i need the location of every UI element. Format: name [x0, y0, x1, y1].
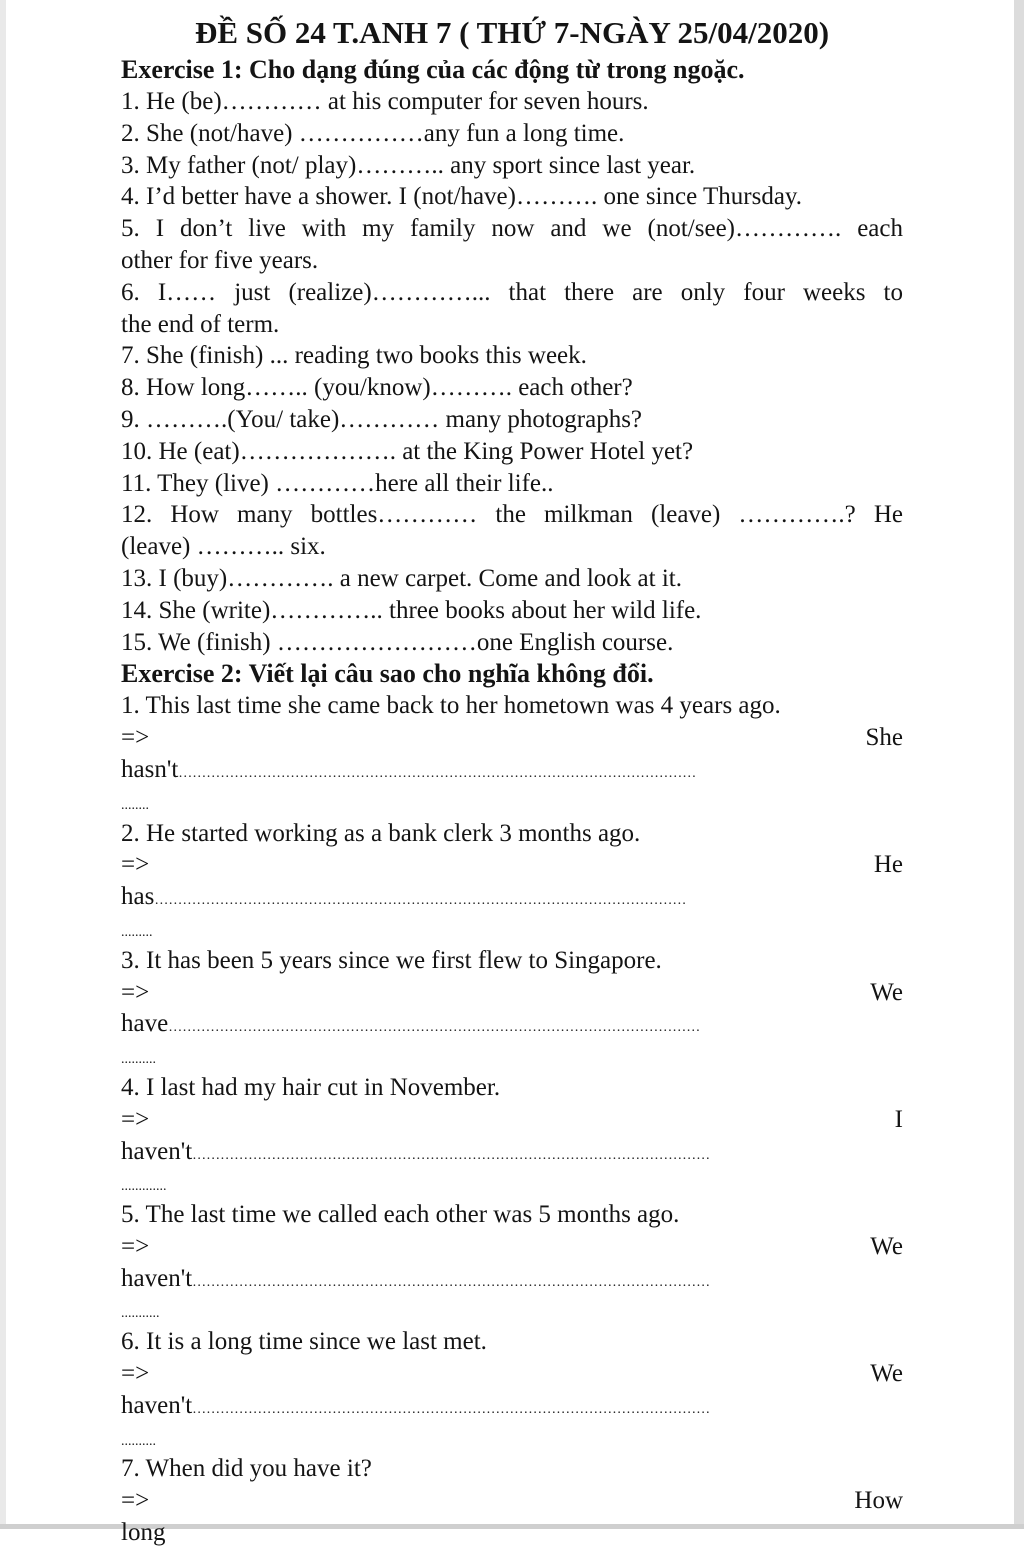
answer-blank-line — [121, 754, 903, 786]
ex1-item: 11. They (live) …………here all their life.. — [121, 469, 554, 497]
answer-blank-tail — [121, 1294, 903, 1326]
ex2-answer-row — [121, 849, 903, 881]
answer-blank-line — [121, 1263, 903, 1295]
answer-subject: How — [854, 1487, 903, 1515]
worksheet-content — [121, 12, 903, 1549]
answer-start: hasn't — [121, 755, 179, 783]
answer-dots: ………………………………………………………………………………………………… — [192, 1401, 711, 1417]
ex1-item: 9. ……….(You/ take)………… many photographs? — [121, 405, 643, 433]
answer-dots: ………………………………………………………………………………………………… — [192, 1274, 711, 1290]
answer-start: haven't — [121, 1264, 193, 1292]
answer-blank-line — [121, 1390, 903, 1422]
ex1-item-continued: (leave) ……….. six. — [121, 533, 326, 561]
ex1-item: 7. She (finish) ... reading two books this week. — [121, 342, 587, 370]
ex1-item: 10. He (eat)………………. at the King Power Hotel yet? — [121, 437, 694, 465]
exercise-1-heading: Exercise 1: Cho dạng đúng của các động từ trong ngoặc. — [121, 55, 745, 84]
answer-start: have — [121, 1010, 169, 1038]
answer-start: haven't — [121, 1137, 193, 1165]
arrow-marker: => — [121, 1360, 150, 1388]
ex2-sentence: 1. This last time she came back to her hometown was 4 years ago. — [121, 692, 781, 720]
answer-subject: He — [873, 851, 903, 879]
ex2-answer-row — [121, 722, 903, 754]
ex1-item: 14. She (write)………….. three books about her wild life. — [121, 596, 702, 624]
answer-blank-line — [121, 881, 903, 913]
ex2-sentence: 4. I last had my hair cut in November. — [121, 1073, 501, 1101]
answer-dots: ………………………………………………………………………………………………… — [192, 1147, 711, 1163]
answer-subject: I — [894, 1105, 903, 1133]
answer-tail-dots: ........ — [121, 797, 149, 813]
ex1-item: 2. She (not/have) ……………any fun a long time. — [121, 119, 625, 147]
answer-dots: ………………………………………………………………………………………………… — [178, 765, 697, 781]
ex2-sentence: 2. He started working as a bank clerk 3 months ago. — [121, 819, 641, 847]
ex1-item: 4. I’d better have a shower. I (not/have)………. one since Thursday. — [121, 183, 803, 211]
ex1-item: 12. How many bottles………… the milkman (leave) ………….? He — [121, 501, 903, 529]
answer-dots: …………………………………………………………………………………………………… — [168, 1020, 701, 1036]
exercise-2-heading: Exercise 2: Viết lại câu sao cho nghĩa không đổi. — [121, 659, 654, 689]
arrow-marker: => — [121, 978, 150, 1006]
answer-subject: We — [870, 1360, 903, 1388]
worksheet-title: ĐỀ SỐ 24 T.ANH 7 ( THỨ 7-NGÀY 25/04/2020) — [194, 15, 830, 50]
answer-blank-tail — [121, 1040, 903, 1072]
ex2-answer-row — [121, 1104, 903, 1136]
answer-tail-dots: ........... — [121, 1306, 160, 1322]
page-right-edge — [1014, 0, 1024, 1529]
arrow-marker: => — [121, 1232, 150, 1260]
ex2-sentence: 6. It is a long time since we last met. — [121, 1328, 487, 1356]
arrow-marker: => — [121, 1487, 150, 1515]
answer-tail-dots: .......... — [121, 1052, 156, 1068]
ex2-sentence: 3. It has been 5 years since we first flew to Singapore. — [121, 946, 662, 974]
answer-blank-tail — [121, 1422, 903, 1454]
answer-subject: We — [870, 978, 903, 1006]
ex1-item: 8. How long…….. (you/know)………. each other? — [121, 374, 633, 402]
answer-blank-tail — [121, 913, 903, 945]
ex1-item-continued: the end of term. — [121, 310, 280, 338]
answer-blank-line — [121, 1008, 903, 1040]
answer-start: haven't — [121, 1391, 193, 1419]
ex1-item-continued: other for five years. — [121, 246, 319, 274]
answer-start: has — [121, 883, 155, 911]
ex1-item: 13. I (buy)…………. a new carpet. Come and look at it. — [121, 564, 682, 592]
answer-blank-tail — [121, 786, 903, 818]
answer-blank-line — [121, 1517, 903, 1549]
ex1-item: 3. My father (not/ play)……….. any sport since last year. — [121, 151, 696, 179]
answer-tail-dots: ............. — [121, 1179, 167, 1195]
arrow-marker: => — [121, 851, 150, 879]
answer-blank-tail — [121, 1167, 903, 1199]
answer-blank-line — [121, 1136, 903, 1168]
ex2-answer-row — [121, 1485, 903, 1517]
page-left-edge — [0, 0, 6, 1529]
answer-tail-dots: ......... — [121, 924, 153, 940]
ex1-item: 5. I don’t live with my family now and we (not/see)…………. each — [121, 215, 903, 243]
answer-dots: …………………………………………………………………………………………………… — [154, 893, 687, 909]
ex2-answer-row — [121, 1358, 903, 1390]
answer-subject: She — [865, 724, 903, 752]
ex2-answer-row — [121, 977, 903, 1009]
arrow-marker: => — [121, 724, 150, 752]
ex2-sentence: 5. The last time we called each other was 5 months ago. — [121, 1201, 680, 1229]
ex1-item: 1. He (be)………… at his computer for seven hours. — [121, 88, 649, 115]
ex1-item: 6. I…… just (realize)…………... that there are only four weeks to — [121, 278, 903, 306]
answer-subject: We — [870, 1232, 903, 1260]
arrow-marker: => — [121, 1105, 150, 1133]
answer-tail-dots: .......... — [121, 1433, 156, 1449]
answer-start: long — [121, 1519, 166, 1547]
ex1-item: 15. We (finish) ……………………one English course. — [121, 628, 674, 656]
ex2-answer-row — [121, 1231, 903, 1263]
ex2-sentence: 7. When did you have it? — [121, 1455, 372, 1483]
